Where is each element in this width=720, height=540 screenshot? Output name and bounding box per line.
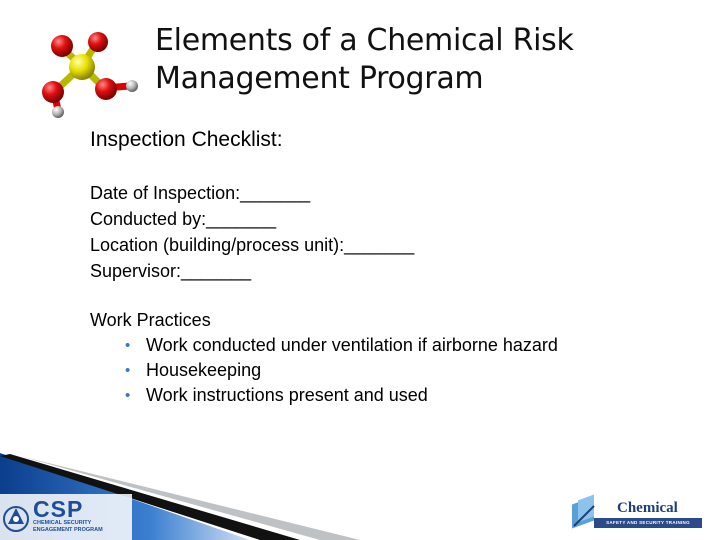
field-conducted-by: Conducted by:_______ — [90, 209, 277, 229]
list-item — [122, 333, 558, 358]
csp-logo-subtitle: CHEMICAL SECURITY ENGAGEMENT PROGRAM — [33, 520, 103, 533]
checklist-fields — [90, 180, 414, 284]
list-item — [122, 383, 558, 408]
bullet-text: Work conducted under ventilation if airborne hazard — [146, 335, 558, 355]
field-location: Location (building/process unit):_______ — [90, 235, 415, 255]
molecule-icon — [36, 30, 146, 125]
csp-logo-text: CSP — [33, 496, 84, 522]
title-line-1: Elements of a Chemical Risk — [155, 23, 574, 58]
chemical-logo-subtitle: SAFETY AND SECURITY TRAINING — [594, 518, 702, 528]
work-practices-section — [90, 308, 558, 408]
bullet-icon: • — [125, 362, 131, 379]
section-title: Work Practices — [90, 310, 211, 330]
chemical-logo-text: Chemical — [617, 500, 678, 516]
checklist-heading: Inspection Checklist: — [90, 128, 283, 151]
bullet-text: Housekeeping — [146, 360, 262, 380]
list-item — [122, 358, 558, 383]
field-supervisor: Supervisor:_______ — [90, 261, 252, 281]
bullet-list — [90, 333, 558, 408]
bullet-icon: • — [125, 387, 131, 404]
field-date: Date of Inspection:_______ — [90, 183, 311, 203]
bullet-icon: • — [125, 337, 131, 354]
title-line-2: Management Program — [155, 61, 484, 96]
page-title — [155, 22, 695, 98]
bullet-text: Work instructions present and used — [146, 385, 428, 405]
